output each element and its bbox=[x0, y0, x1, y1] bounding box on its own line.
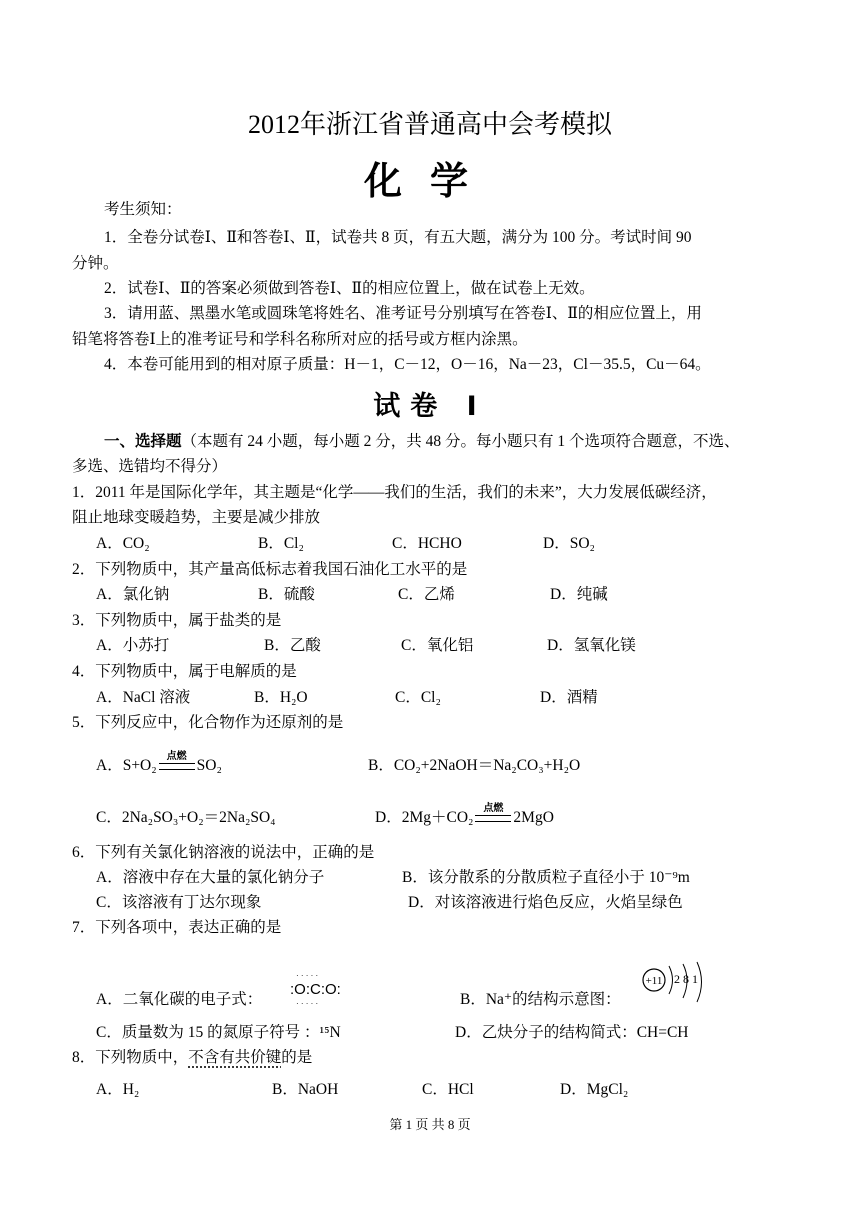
q4-option-b: B．H₂O bbox=[254, 689, 308, 706]
shell-electrons: 2 8 1 bbox=[674, 972, 698, 986]
q3-option-a: A．小苏打 bbox=[96, 637, 170, 654]
notice-item-1: 1．全卷分试卷Ⅰ、Ⅱ和答卷Ⅰ、Ⅱ，试卷共 8 页，有五大题，满分为 100 分。考试时间 90 bbox=[104, 229, 692, 246]
part1-desc: （本题有 24 小题，每小题 2 分，共 48 分。每小题只有 1 个选项符合题意，不选、 bbox=[181, 433, 740, 450]
q8-option-b: B．NaOH bbox=[272, 1081, 339, 1098]
q6-option-c: C．该溶液有丁达尔现象 bbox=[96, 894, 262, 911]
notice-item-4: 4．本卷可能用到的相对原子质量：H－1，C－12，O－16，Na－23，Cl－35.5，Cu－64。 bbox=[104, 356, 711, 373]
q8-suffix: 的是 bbox=[281, 1049, 313, 1066]
notice-heading: 考生须知： bbox=[104, 201, 182, 218]
q1-option-d: D．SO₂ bbox=[543, 535, 595, 552]
q8-option-a: A．H₂ bbox=[96, 1081, 140, 1098]
notice-item-3-cont: 铅笔将答卷Ⅰ上的准考证号和学科名称所对应的括号或方框内涂黑。 bbox=[72, 331, 528, 348]
svg-text:· · · · ·: · · · · · bbox=[296, 971, 319, 980]
condition-label: 点燃 bbox=[166, 751, 187, 763]
condition-label: 点燃 bbox=[483, 803, 504, 815]
page-footer: 第 1 页 共 8 页 bbox=[389, 1117, 471, 1132]
part1-label: 一、选择题 bbox=[104, 433, 182, 450]
subject-title: 化学 bbox=[363, 159, 496, 203]
part1-desc-cont: 多选、选错均不得分） bbox=[72, 458, 228, 475]
q5-option-c: C．2Na₂SO₃+O₂＝2Na₂SO₄ bbox=[96, 809, 276, 826]
q5-option-b: B．CO₂+2NaOH＝Na₂CO₃+H₂O bbox=[368, 757, 581, 774]
notice-item-1-cont: 分钟。 bbox=[72, 255, 119, 272]
q3-option-b: B．乙酸 bbox=[264, 637, 321, 654]
q7-option-b: B．Na⁺的结构示意图： bbox=[460, 991, 621, 1008]
q7-option-a: A．二氧化碳的电子式： bbox=[96, 991, 263, 1008]
ignition-condition-arrow bbox=[157, 751, 197, 776]
q5-option-d bbox=[375, 803, 554, 828]
q2-option-d: D．纯碱 bbox=[550, 586, 608, 603]
q2-option-c: C．乙烯 bbox=[398, 586, 455, 603]
q2-option-b: B．硫酸 bbox=[258, 586, 315, 603]
q8-option-d: D．MgCl₂ bbox=[560, 1081, 629, 1098]
q3-option-d: D．氢氧化镁 bbox=[547, 637, 636, 654]
part1-heading bbox=[104, 432, 740, 452]
question-8 bbox=[72, 1048, 312, 1068]
q5-option-a bbox=[96, 751, 222, 776]
q4-option-d: D．酒精 bbox=[540, 689, 598, 706]
q8-prefix: 8．下列物质中， bbox=[72, 1049, 189, 1066]
question-1: 1．2011 年是国际化学年，其主题是“化学——我们的生活，我们的未来”，大力发展低碳经济， bbox=[72, 484, 717, 501]
question-7: 7．下列各项中，表达正确的是 bbox=[72, 919, 282, 936]
co2-electron-formula-text: :O:C:O: bbox=[290, 981, 341, 998]
q6-option-d: D．对该溶液进行焰色反应，火焰呈绿色 bbox=[408, 894, 683, 911]
question-1-cont: 阻止地球变暖趋势，主要是减少排放 bbox=[72, 509, 321, 526]
ignition-condition-arrow bbox=[473, 803, 513, 828]
na-ion-structure-diagram bbox=[636, 960, 726, 1010]
q7-option-d: D．乙炔分子的结构简式：CH=CH bbox=[455, 1024, 689, 1041]
q7-option-c: C．质量数为 15 的氮原子符号 ：¹⁵N bbox=[96, 1024, 341, 1041]
question-4: 4．下列物质中，属于电解质的是 bbox=[72, 663, 297, 680]
q4-option-a: A．NaCl 溶液 bbox=[96, 689, 191, 706]
notice-item-2: 2．试卷Ⅰ、Ⅱ的答案必须做到答卷Ⅰ、Ⅱ的相应位置上，做在试卷上无效。 bbox=[104, 280, 595, 297]
q3-option-c: C．氧化铝 bbox=[401, 637, 474, 654]
q8-emphasis: 不含有共价键 bbox=[188, 1049, 282, 1066]
notice-item-3: 3．请用蓝、黑墨水笔或圆珠笔将姓名、准考证号分别填写在答卷Ⅰ、Ⅱ的相应位置上，用 bbox=[104, 305, 702, 322]
question-6: 6．下列有关氯化钠溶液的说法中，正确的是 bbox=[72, 844, 375, 861]
section-title: 试卷 Ⅰ bbox=[373, 391, 487, 422]
q8-option-c: C．HCl bbox=[422, 1081, 474, 1098]
q5-d-reactants: D．2Mg＋CO₂ bbox=[375, 809, 474, 826]
q1-option-a: A．CO₂ bbox=[96, 535, 150, 552]
exam-title: 2012年浙江省普通高中会考模拟 bbox=[247, 110, 612, 139]
co2-electron-formula bbox=[286, 968, 348, 1008]
q4-option-c: C．Cl₂ bbox=[395, 689, 441, 706]
q2-option-a: A．氯化钠 bbox=[96, 586, 170, 603]
q1-option-b: B．Cl₂ bbox=[258, 535, 304, 552]
q1-option-c: C．HCHO bbox=[392, 535, 462, 552]
nucleus-label: +11 bbox=[645, 975, 663, 987]
q5-d-products: 2MgO bbox=[513, 809, 554, 826]
q5-a-products: SO₂ bbox=[196, 757, 222, 774]
q6-option-a: A．溶液中存在大量的氯化钠分子 bbox=[96, 869, 325, 886]
svg-text:· · · · ·: · · · · · bbox=[296, 999, 319, 1008]
question-2: 2．下列物质中，其产量高低标志着我国石油化工水平的是 bbox=[72, 561, 468, 578]
q5-a-reactants: A．S+O₂ bbox=[96, 757, 157, 774]
question-5: 5．下列反应中，化合物作为还原剂的是 bbox=[72, 714, 344, 731]
question-3: 3．下列物质中，属于盐类的是 bbox=[72, 612, 282, 629]
q6-option-b: B．该分散系的分散质粒子直径小于 10⁻⁹m bbox=[402, 869, 690, 886]
